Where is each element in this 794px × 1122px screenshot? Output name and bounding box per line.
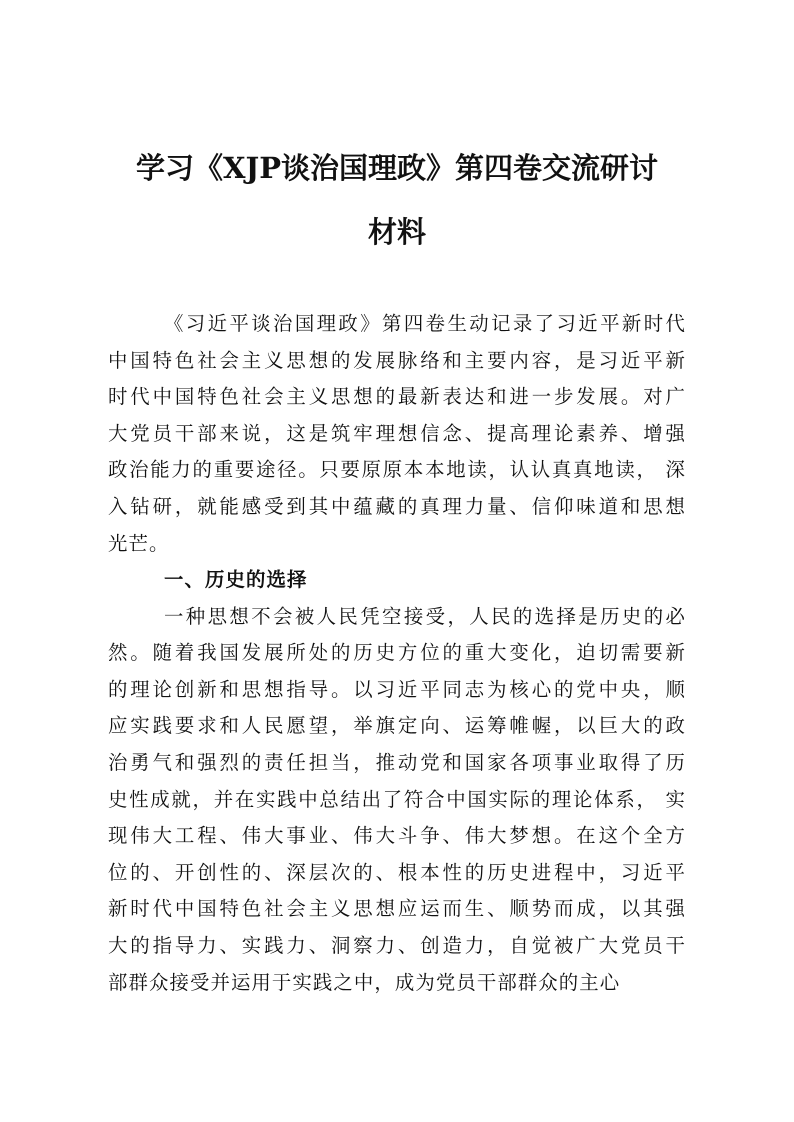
paragraph-line: 大的指导力、实践力、洞察力、创造力，自觉被广大党员干	[108, 933, 686, 957]
paragraph-line: 新时代中国特色社会主义思想应运而生、顺势而成，以其强	[108, 897, 686, 921]
paragraph-line: 中国特色社会主义思想的发展脉络和主要内容，是习近平新	[108, 348, 686, 372]
paragraph-line: 政治能力的重要途径。只要原原本本地读，认认真真地读， 深	[108, 458, 686, 482]
paragraph-line: 位的、开创性的、深层次的、根本性的历史进程中，习近平	[108, 860, 686, 884]
paragraph-line: 部群众接受并运用于实践之中，成为党员干部群众的主心	[108, 970, 621, 994]
document-title-line-2: 材料	[367, 215, 426, 249]
paragraph-line: 入钻研，就能感受到其中蕴藏的真理力量、信仰味道和思想	[108, 494, 686, 518]
section-heading: 一、历史的选择	[164, 568, 308, 591]
paragraph-line: 大党员干部来说，这是筑牢理想信念、提高理论素养、增强	[108, 421, 686, 445]
paragraph-line: 史性成就，并在实践中总结出了符合中国实际的理论体系， 实	[108, 787, 686, 811]
document-title-line-1: 学习《XJP谈治国理政》第四卷交流研讨	[135, 151, 659, 185]
intro-paragraph	[108, 306, 686, 562]
paragraph-line: 现伟大工程、伟大事业、伟大斗争、伟大梦想。在这个全方	[108, 824, 686, 848]
paragraph-line: 治勇气和强烈的责任担当，推动党和国家各项事业取得了历	[108, 750, 686, 774]
section-1	[108, 562, 686, 1001]
paragraph-line: 然。随着我国发展所处的历史方位的重大变化，迫切需要新	[108, 641, 686, 665]
paragraph-line: 时代中国特色社会主义思想的最新表达和进一步发展。对广	[108, 385, 686, 409]
paragraph-line: 应实践要求和人民愿望，举旗定向、运筹帷幄，以巨大的政	[108, 714, 686, 738]
paragraph-line: 一种思想不会被人民凭空接受，人民的选择是历史的必	[164, 604, 686, 628]
paragraph-line: 《习近平谈治国理政》第四卷生动记录了习近平新时代	[164, 312, 686, 335]
paragraph-line: 的理论创新和思想指导。以习近平同志为核心的党中央，顺	[108, 677, 686, 701]
paragraph-line: 光芒。	[108, 531, 170, 555]
